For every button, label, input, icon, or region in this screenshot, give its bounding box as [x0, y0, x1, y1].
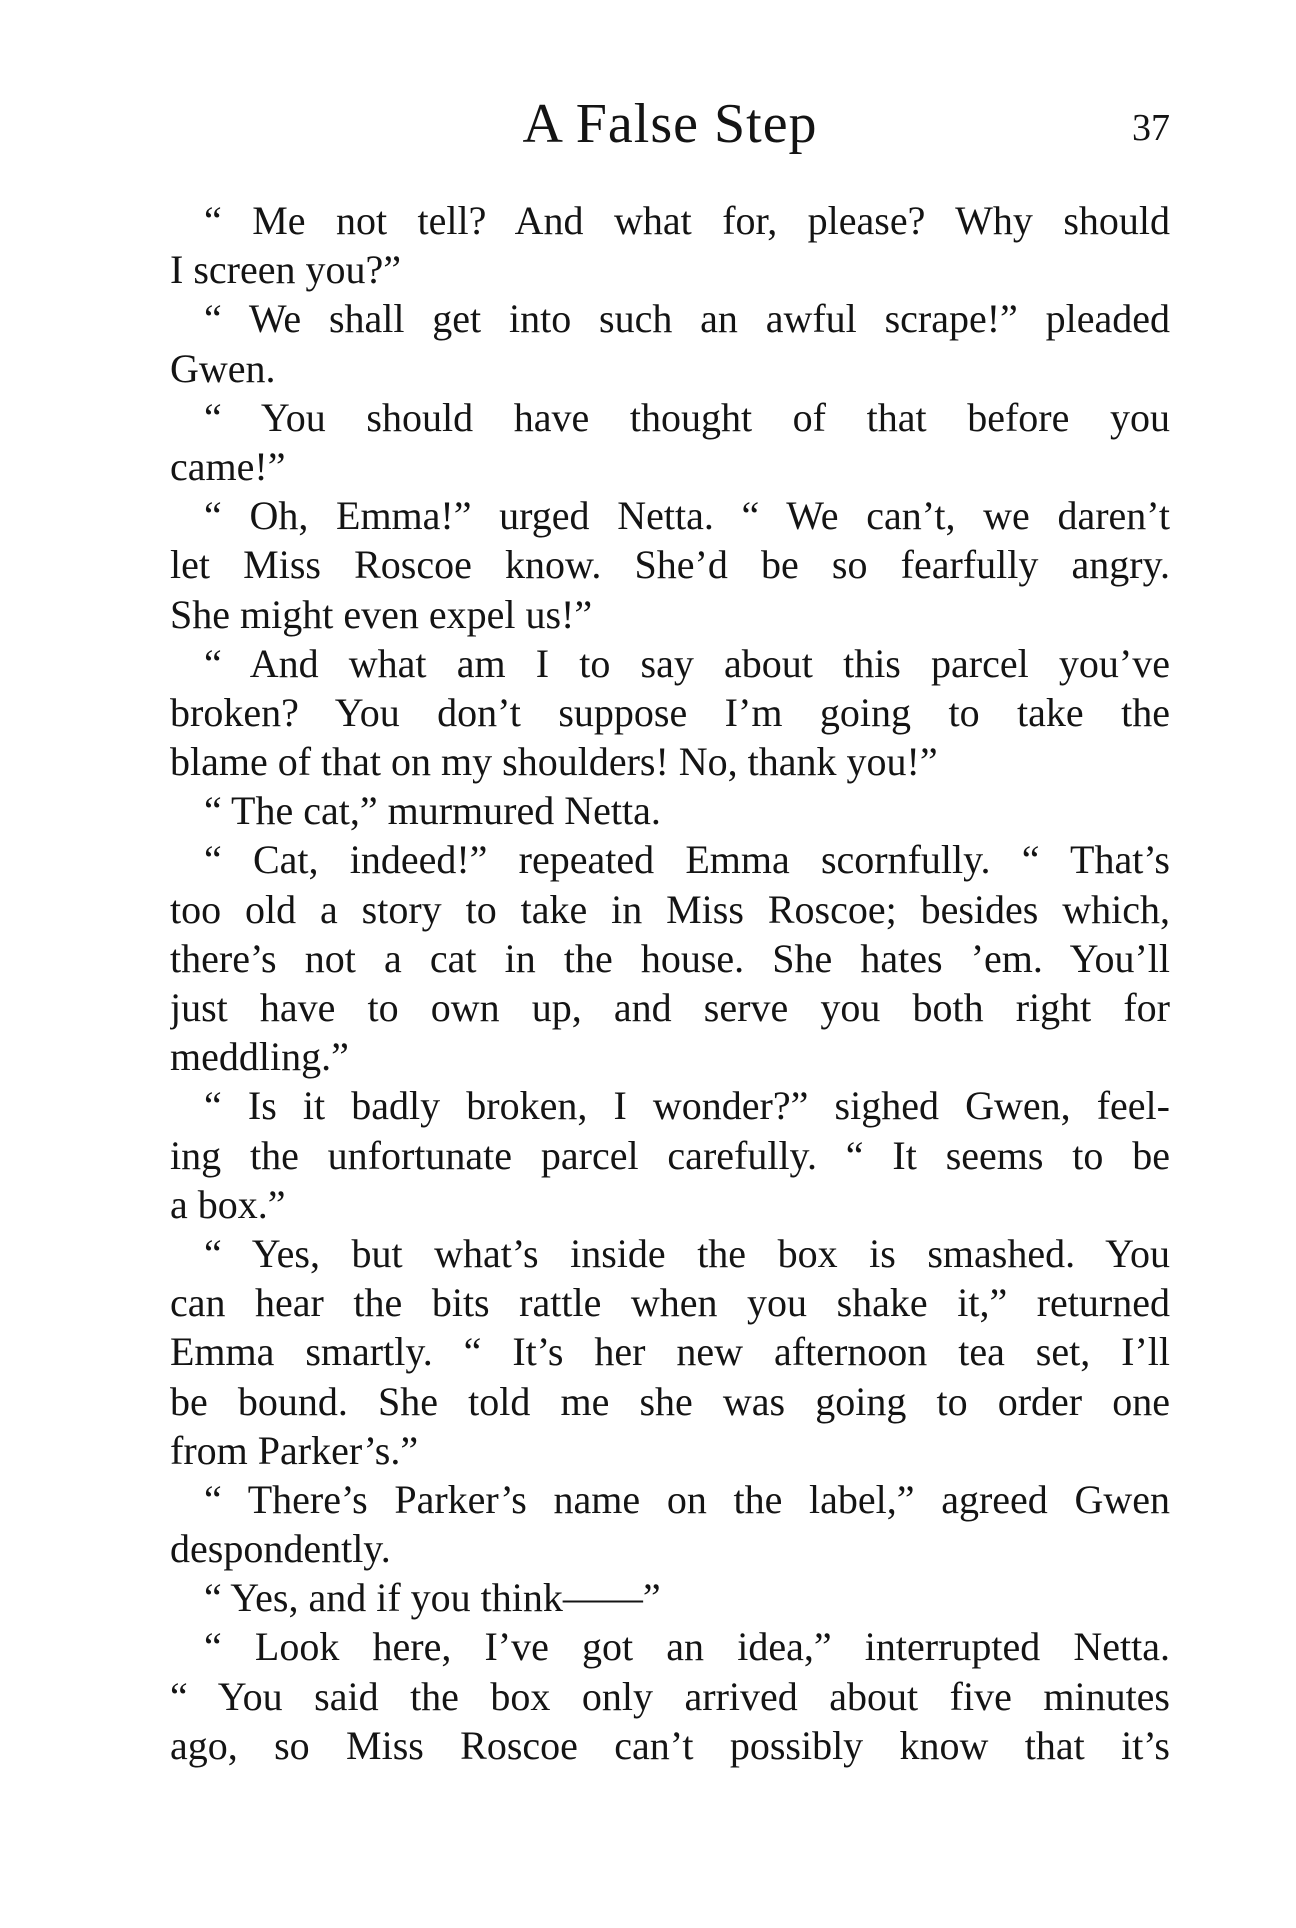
text-line: I screen you?”	[170, 247, 401, 293]
text-line: Emma smartly. “ It’s her new afternoon tea set, I’ll	[170, 1329, 1170, 1375]
text-line: broken? You don’t suppose I’m going to take the	[170, 689, 1170, 735]
text-line: Gwen.	[170, 345, 276, 391]
text-line: blame of that on my shoulders! No, thank you!”	[170, 739, 938, 785]
text-line: “ Yes, and if you think——”	[204, 1575, 661, 1621]
text-line: “ And what am I to say about this parcel you’ve	[204, 640, 1170, 686]
text-line: came!”	[170, 443, 286, 489]
text-line: let Miss Roscoe know. She’d be so fearfully angry.	[170, 542, 1170, 588]
text-line: a box.”	[170, 1181, 286, 1227]
text-line: “ The cat,” murmured Netta.	[204, 788, 661, 834]
text-line: from Parker’s.”	[170, 1427, 419, 1473]
text-line: “ You should have thought of that before you	[204, 394, 1170, 440]
text-line: “ There’s Parker’s name on the label,” agreed Gwen	[204, 1476, 1170, 1522]
text-line: “ Look here, I’ve got an idea,” interrupted Netta.	[204, 1624, 1170, 1670]
text-line: despondently.	[170, 1526, 391, 1572]
text-line: “ Oh, Emma!” urged Netta. “ We can’t, we daren’t	[204, 493, 1170, 539]
text-line: meddling.”	[170, 1034, 349, 1080]
text-line: “ Yes, but what’s inside the box is smashed. You	[204, 1230, 1170, 1276]
text-line: ing the unfortunate parcel carefully. “ It seems to be	[170, 1132, 1170, 1178]
text-line: too old a story to take in Miss Roscoe; besides which,	[170, 886, 1170, 932]
text-line: “ Me not tell? And what for, please? Why should	[204, 198, 1170, 243]
text-line: “ Cat, indeed!” repeated Emma scornfully. “ That’s	[204, 837, 1170, 883]
text-line: She might even expel us!”	[170, 591, 593, 637]
body-text	[170, 196, 1170, 1770]
page-number: 37	[1132, 107, 1170, 149]
text-line: “ Is it badly broken, I wonder?” sighed Gwen, feel-	[204, 1083, 1170, 1129]
running-head	[170, 92, 1170, 182]
text-line: can hear the bits rattle when you shake it,” returned	[170, 1280, 1170, 1326]
text-line: be bound. She told me she was going to order one	[170, 1378, 1170, 1424]
text-line: just have to own up, and serve you both right for	[170, 985, 1170, 1030]
text-line: “ You said the box only arrived about five minutes	[170, 1673, 1170, 1719]
text-line: ago, so Miss Roscoe can’t possibly know that it’s	[170, 1722, 1170, 1768]
text-line: there’s not a cat in the house. She hates ’em. You’ll	[170, 935, 1170, 981]
text-line: “ We shall get into such an awful scrape!” pleaded	[204, 296, 1170, 342]
chapter-title: A False Step	[522, 93, 818, 155]
